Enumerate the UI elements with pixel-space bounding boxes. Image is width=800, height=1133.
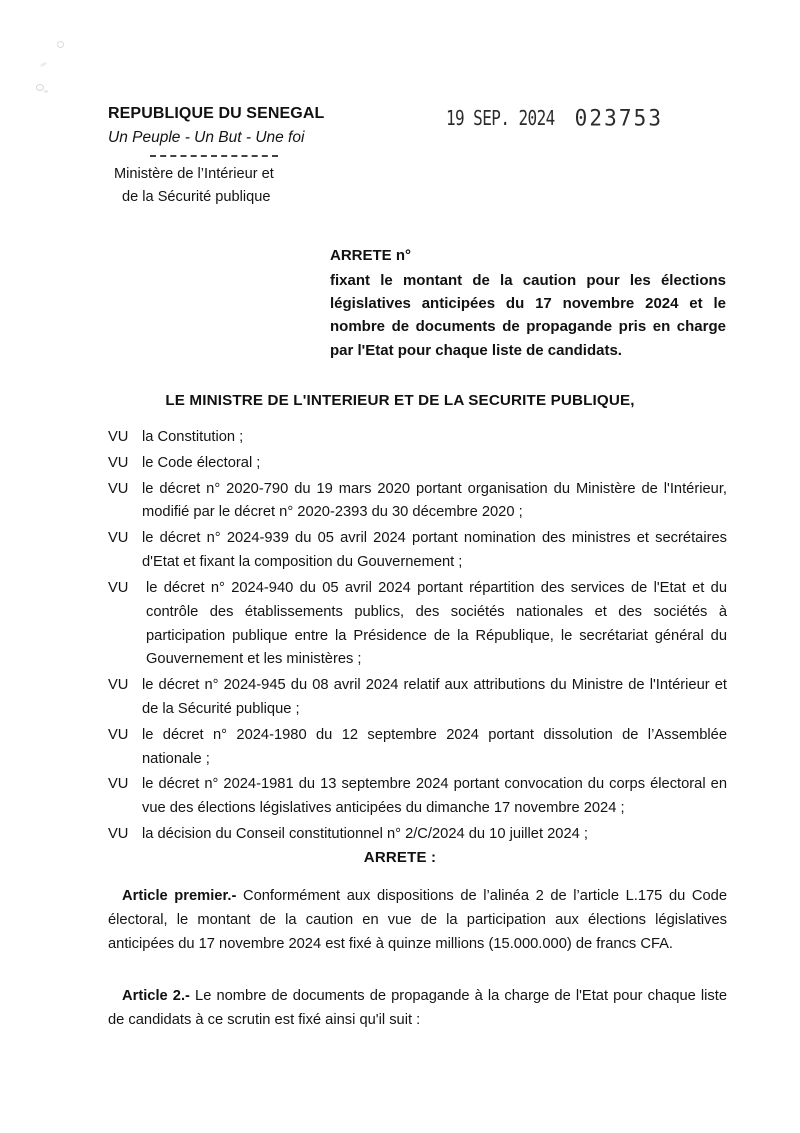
letterhead <box>108 104 408 210</box>
article-body: Conformément aux dispositions de l’alinéa 2 de l’article L.175 du Code électoral, le montant de la caution en vue de la participation aux élections législatives anticipées du 17 novembre 2024 est fixé à quinze millions (15.000.000) de francs CFA. <box>108 888 727 953</box>
scan-speckle-icon <box>44 90 48 93</box>
vu-clause-tag: VU <box>108 530 129 547</box>
vu-clause <box>108 452 727 476</box>
vu-clause-text: la décision du Conseil constitutionnel n° 2/C/2024 du 10 juillet 2024 ; <box>142 826 588 842</box>
stamp-date: 19 SEP. 2024 <box>446 107 555 131</box>
article-body: Le nombre de documents de propagande à la charge de l'Etat pour chaque liste de candidats à ce scrutin est fixé ainsi qu'il suit : <box>108 988 728 1029</box>
stamp-registration-number: 023753 <box>574 105 664 131</box>
letterhead-ministry <box>108 163 408 210</box>
vu-clause <box>108 426 727 450</box>
vu-clause <box>108 674 727 722</box>
vu-clause-tag: VU <box>108 579 129 596</box>
vu-clause-text: le décret n° 2020-790 du 19 mars 2020 portant organisation du Ministère de l'Intérieur, modifié par le décret n° 2020-2393 du 30 décembre 2020 ; <box>142 480 727 521</box>
vu-clause <box>108 577 727 672</box>
vu-clause <box>108 773 727 821</box>
vu-clause-list <box>108 426 727 849</box>
scan-speckle-icon <box>40 62 48 68</box>
vu-clause <box>108 478 727 526</box>
vu-clause-text: le décret n° 2024-940 du 05 avril 2024 portant répartition des services de l'Etat et du contrôle des établissements publics, des sociétés nationales et des sociétés à participation publique entre la Présidence de la République, le secrétariat général du Gouvernement et les ministères ; <box>146 579 727 668</box>
scan-speckle-icon <box>57 41 64 48</box>
vu-clause-text: le décret n° 2024-945 du 08 avril 2024 relatif aux attributions du Ministre de l'Intérieur et de la Sécurité publique ; <box>142 677 727 717</box>
vu-clause-text: le décret n° 2024-939 du 05 avril 2024 portant nomination des ministres et secrétaires d'Etat et fixant la composition du Gouvernement ; <box>142 530 727 571</box>
vu-clause-tag: VU <box>108 726 129 743</box>
vu-clause-text: le Code électoral ; <box>142 454 261 471</box>
minister-heading: LE MINISTRE DE L'INTERIEUR ET DE LA SECURITE PUBLIQUE, <box>165 392 635 409</box>
vu-clause-text: la Constitution ; <box>142 429 244 445</box>
article-2 <box>108 984 727 1032</box>
vu-clause-tag: VU <box>108 776 129 793</box>
vu-clause-text: le décret n° 2024-1980 du 12 septembre 2024 portant dissolution de l’Assemblée nationale ; <box>142 726 727 767</box>
article-lead: Article 2.- <box>122 988 190 1004</box>
vu-clause-text: le décret n° 2024-1981 du 13 septembre 2024 portant convocation du corps électoral en vue des élections législatives anticipées du dimanche 17 novembre 2024 ; <box>142 776 727 817</box>
vu-clause-tag: VU <box>108 826 129 842</box>
article-lead: Article premier.- <box>122 888 237 904</box>
letterhead-country: REPUBLIQUE DU SENEGAL <box>108 105 325 122</box>
letterhead-motto: Un Peuple - Un But - Une foi <box>108 129 305 146</box>
vu-clause <box>108 724 727 772</box>
arrete-title-block <box>330 245 726 362</box>
vu-clause-tag: VU <box>108 429 129 445</box>
arrete-decision-heading: ARRETE : <box>363 849 437 866</box>
vu-clause <box>108 527 727 575</box>
arrete-number-label: ARRETE n° <box>330 247 411 264</box>
arrete-subject: fixant le montant de la caution pour les élections législatives anticipées du 17 novembre 2024 et le nombre de documents de propagande pris en charge par l'Etat pour chaque liste de candidats. <box>330 271 726 359</box>
ministry-line-2: de la Sécurité publique <box>122 189 271 206</box>
article-premier <box>108 884 727 956</box>
scan-speckle-icon <box>36 84 44 91</box>
vu-clause-tag: VU <box>108 454 129 471</box>
registration-stamp <box>446 107 663 131</box>
vu-clause-tag: VU <box>108 480 129 497</box>
ministry-line-1: Ministère de l’Intérieur et <box>114 165 274 182</box>
letterhead-separator <box>150 155 278 157</box>
vu-clause-tag: VU <box>108 677 129 694</box>
vu-clause <box>108 823 727 847</box>
